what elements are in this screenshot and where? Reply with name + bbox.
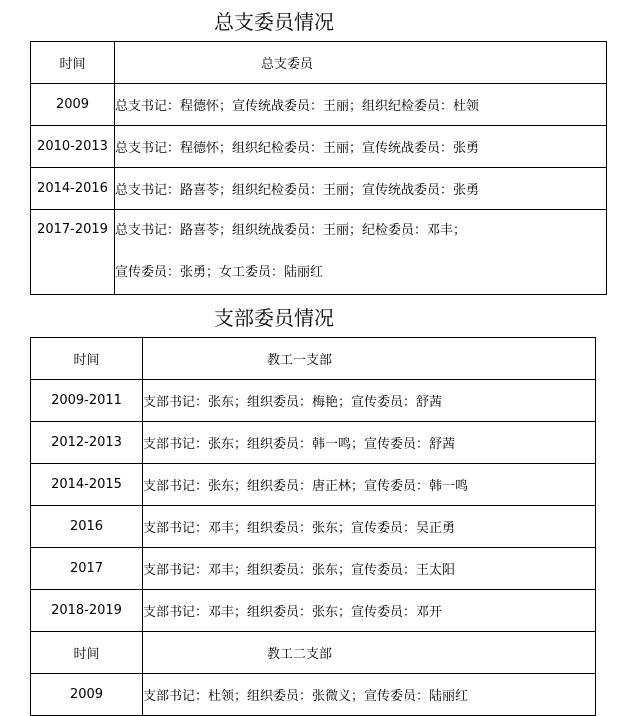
row-content: 支部书记：张东；组织委员：梅艳；宣传委员：舒茜 (143, 380, 596, 422)
row-time: 2014-2016 (31, 168, 115, 210)
row-time: 2018-2019 (31, 590, 143, 632)
row-content: 支部书记：杜领；组织委员：张微义；宣传委员：陆丽红 (143, 674, 596, 716)
branches-table (30, 337, 596, 716)
row-content: 支部书记：邓丰；组织委员：张东；宣传委员：王太阳 (143, 548, 596, 590)
row-time: 2016 (31, 506, 143, 548)
row-time: 2009 (31, 674, 143, 716)
header-time: 时间 (31, 42, 115, 84)
row-time: 2010-2013 (31, 126, 115, 168)
table-row (31, 548, 596, 590)
general-branch-table (30, 41, 607, 295)
row-content: 总支书记：路喜苓；组织纪检委员：王丽；宣传统战委员：张勇 (115, 168, 607, 210)
row-time: 2009 (31, 84, 115, 126)
table-row (31, 210, 607, 295)
table-row (31, 674, 596, 716)
row-content: 支部书记：邓丰；组织委员：张东；宣传委员：吴正勇 (143, 506, 596, 548)
header-content-label: 教工一支部 (267, 353, 333, 368)
row-content-line-1: 总支书记：路喜苓；组织统战委员：王丽；纪检委员：邓丰； (115, 223, 467, 238)
row-content: 总支书记：程德怀；组织纪检委员：王丽；宣传统战委员：张勇 (115, 126, 607, 168)
row-content: 支部书记：邓丰；组织委员：张东；宣传委员：邓开 (143, 590, 596, 632)
table-row (31, 464, 596, 506)
row-content: 总支书记：程德怀；宣传统战委员：王丽；组织纪检委员：杜领 (115, 84, 607, 126)
row-time: 2017 (31, 548, 143, 590)
table-row (31, 126, 607, 168)
table-row (31, 506, 596, 548)
row-content (115, 210, 607, 295)
table-row (31, 380, 596, 422)
row-time: 2017-2019 (31, 210, 115, 295)
row-content-line-2: 宣传委员：张勇；女工委员：陆丽红 (115, 265, 324, 280)
row-content: 支部书记：张东；组织委员：唐正林；宣传委员：韩一鸣 (143, 464, 596, 506)
general-branch-title: 总支委员情况 (214, 10, 334, 34)
header-content-label: 总支委员 (261, 57, 314, 72)
header-content-label: 教工二支部 (267, 647, 333, 662)
row-time: 2014-2015 (31, 464, 143, 506)
branches-title: 支部委员情况 (214, 306, 334, 330)
row-content: 支部书记：张东；组织委员：韩一鸣；宣传委员：舒茜 (143, 422, 596, 464)
row-time: 2012-2013 (31, 422, 143, 464)
header-content (143, 632, 596, 674)
table-row (31, 84, 607, 126)
table-header-row (31, 632, 596, 674)
table-row (31, 168, 607, 210)
table-row (31, 422, 596, 464)
row-time: 2009-2011 (31, 380, 143, 422)
header-content (115, 42, 607, 84)
header-time: 时间 (31, 632, 143, 674)
header-time: 时间 (31, 338, 143, 380)
header-content (143, 338, 596, 380)
table-header-row (31, 42, 607, 84)
table-row (31, 590, 596, 632)
table-header-row (31, 338, 596, 380)
